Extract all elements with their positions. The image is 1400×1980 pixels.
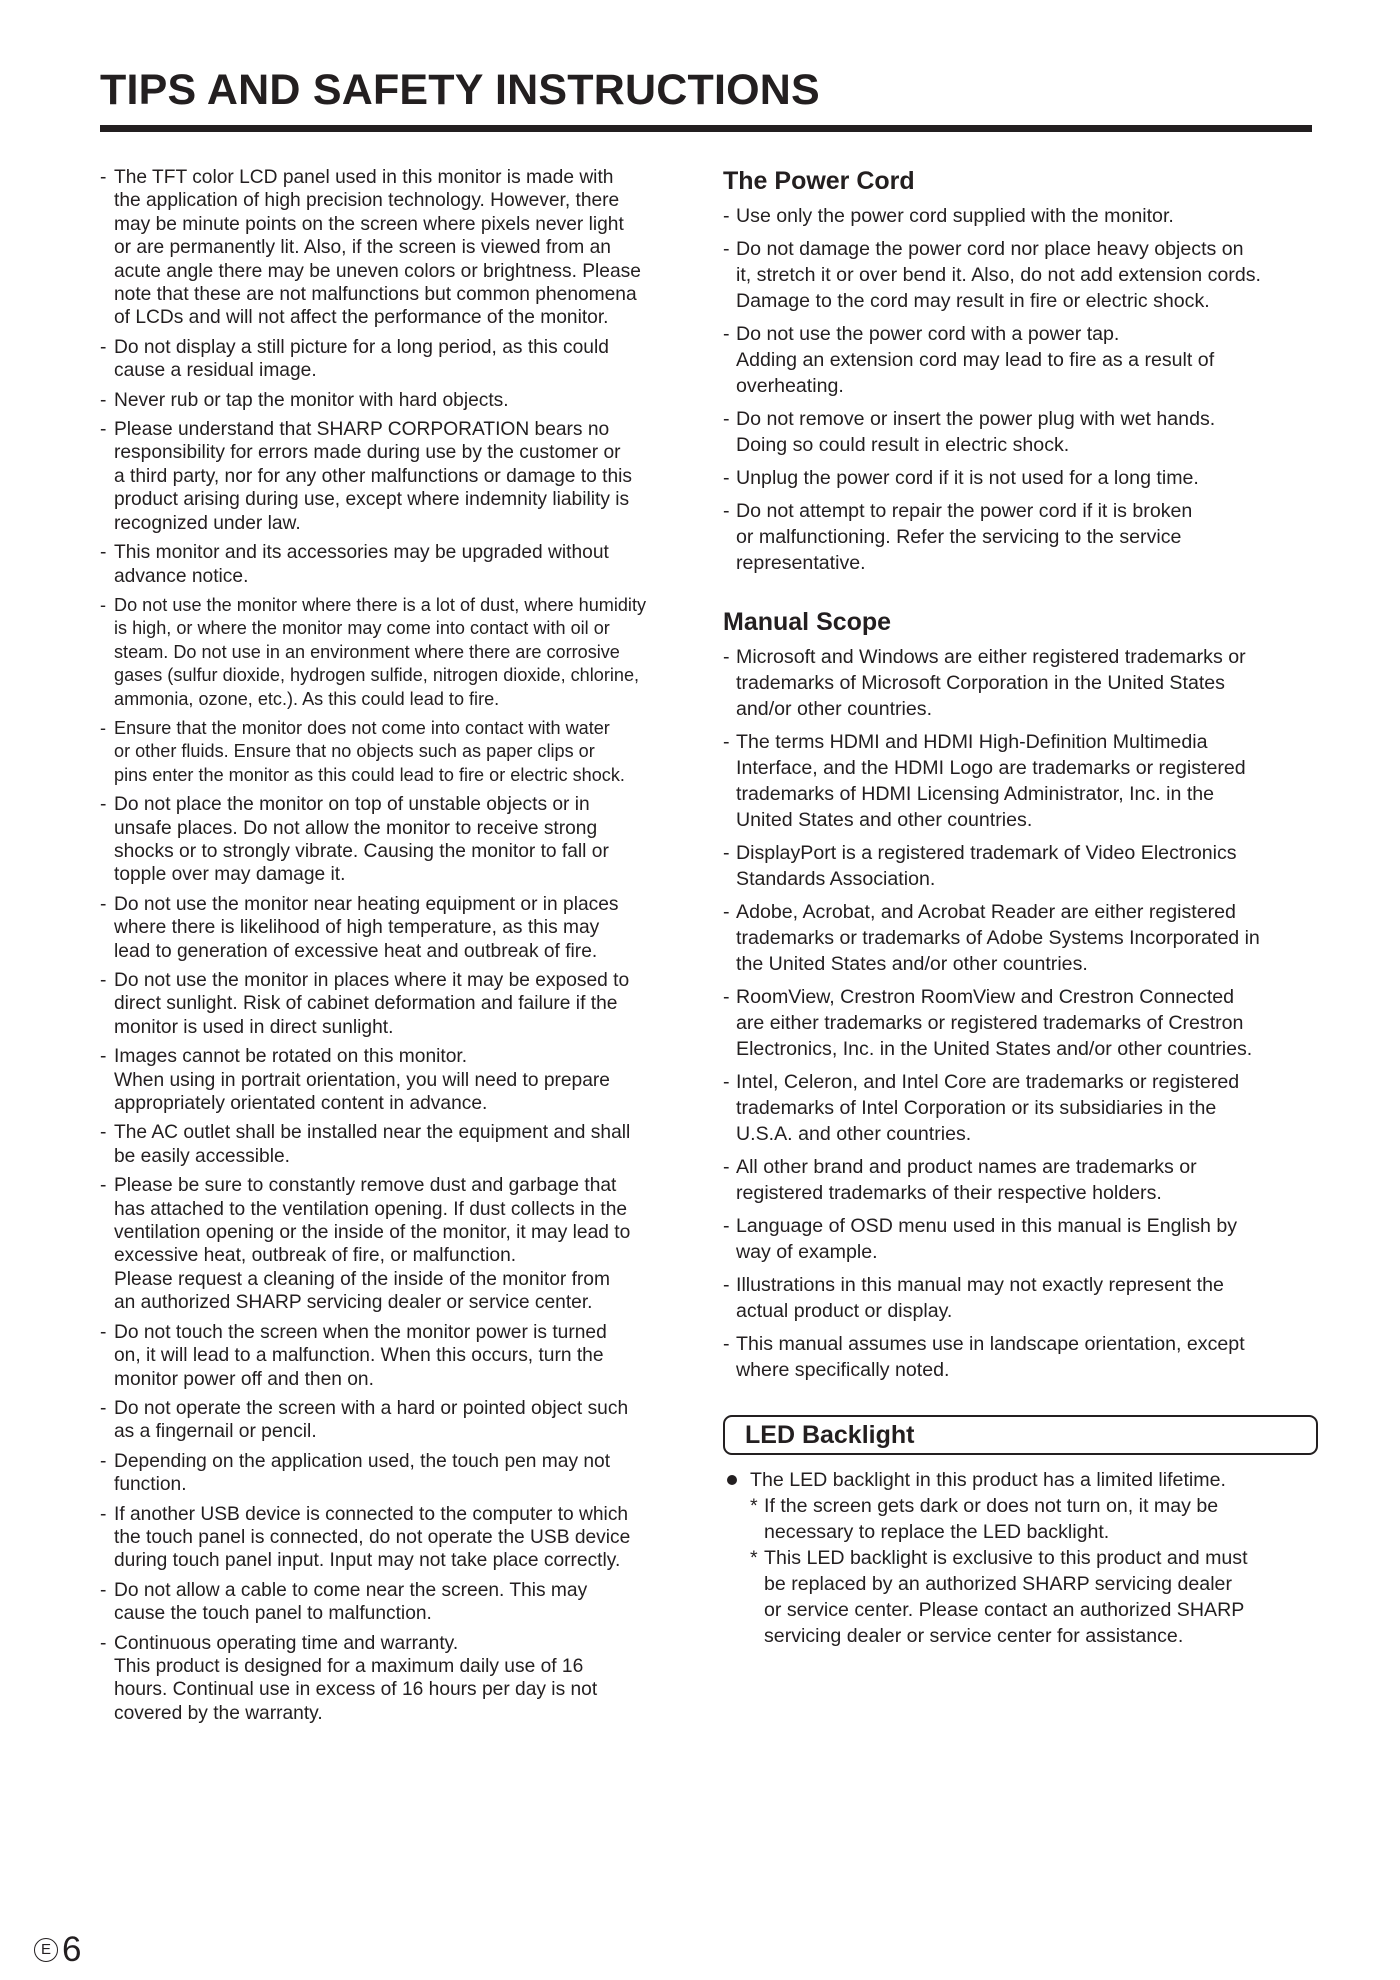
- item-line: responsibility for errors made during use by the customer or: [114, 442, 621, 464]
- item-line: the United States and/or other countries.: [736, 953, 1088, 975]
- item-line: Do not allow a cable to come near the screen. This may: [114, 1579, 588, 1601]
- list-item: [100, 1121, 700, 1168]
- item-line: Use only the power cord supplied with the monitor.: [736, 205, 1174, 227]
- item-line: monitor is used in direct sunlight.: [114, 1016, 394, 1038]
- item-line: United States and other countries.: [736, 809, 1033, 831]
- item-line: Adding an extension cord may lead to fire as a result of: [736, 349, 1215, 371]
- list-item: [723, 321, 1318, 399]
- item-line: RoomView, Crestron RoomView and Crestron Connected: [736, 986, 1235, 1008]
- list-item: [100, 418, 700, 535]
- list-item: [100, 969, 700, 1039]
- item-line: function.: [114, 1474, 187, 1496]
- led-bullet-item: [723, 1467, 1318, 1493]
- list-item: [723, 1154, 1318, 1206]
- list-item: [723, 899, 1318, 977]
- item-line: as a fingernail or pencil.: [114, 1421, 317, 1443]
- safety-tips-list: [100, 166, 700, 1725]
- item-line: monitor power off and then on.: [114, 1368, 374, 1390]
- item-line: Do not remove or insert the power plug with wet hands.: [736, 408, 1216, 430]
- item-line: has attached to the ventilation opening. If dust collects in the: [114, 1198, 628, 1220]
- item-line: Do not damage the power cord nor place heavy objects on: [736, 238, 1244, 260]
- list-item: [100, 1503, 700, 1573]
- led-bullet-text: The LED backlight in this product has a limited lifetime.: [750, 1469, 1226, 1491]
- item-line: trademarks of HDMI Licensing Administrator, Inc. in the: [736, 783, 1215, 805]
- list-item: [723, 1213, 1318, 1265]
- item-line: Adobe, Acrobat, and Acrobat Reader are either registered: [736, 901, 1236, 923]
- item-line: This product is designed for a maximum daily use of 16: [114, 1655, 584, 1677]
- item-line: Please understand that SHARP CORPORATION bears no: [114, 419, 610, 441]
- list-item: [100, 166, 700, 330]
- item-line: during touch panel input. Input may not take place correctly.: [114, 1550, 621, 1572]
- page-footer: [34, 1932, 81, 1967]
- item-line: of LCDs and will not affect the performance of the monitor.: [114, 307, 609, 329]
- manual-scope-list: [723, 644, 1318, 1383]
- led-backlight-body: [723, 1467, 1318, 1649]
- item-line: Standards Association.: [736, 868, 936, 890]
- item-line: DisplayPort is a registered trademark of Video Electronics: [736, 842, 1237, 864]
- led-backlight-heading: LED Backlight: [745, 1420, 915, 1449]
- item-line: overheating.: [736, 375, 844, 397]
- manual-scope-heading: Manual Scope: [723, 608, 892, 636]
- list-item: [723, 203, 1318, 229]
- item-line: it, stretch it or over bend it. Also, do not add extension cords.: [736, 264, 1261, 286]
- list-item: [100, 1632, 700, 1726]
- list-item: [100, 793, 700, 887]
- list-item: [723, 1069, 1318, 1147]
- list-item: [100, 1045, 700, 1115]
- item-line: This manual assumes use in landscape orientation, except: [736, 1333, 1245, 1355]
- item-line: Never rub or tap the monitor with hard objects.: [114, 389, 509, 411]
- item-line: Do not attempt to repair the power cord if it is broken: [736, 500, 1193, 522]
- note-line: necessary to replace the LED backlight.: [764, 1521, 1110, 1543]
- item-line: Please be sure to constantly remove dust and garbage that: [114, 1175, 617, 1197]
- item-line: Language of OSD menu used in this manual is English by: [736, 1215, 1238, 1237]
- item-line: ammonia, ozone, etc.). As this could lead to fire.: [114, 688, 500, 709]
- power-cord-list: [723, 203, 1318, 576]
- item-line: covered by the warranty.: [114, 1702, 323, 1724]
- title-rule: [100, 125, 1312, 132]
- item-line: trademarks of Microsoft Corporation in the United States: [736, 672, 1225, 694]
- list-item: [100, 1579, 700, 1626]
- item-line: is high, or where the monitor may come into contact with oil or: [114, 618, 610, 639]
- list-item: [100, 1321, 700, 1391]
- item-line: be easily accessible.: [114, 1145, 290, 1167]
- item-line: registered trademarks of their respective holders.: [736, 1182, 1162, 1204]
- item-line: Do not operate the screen with a hard or pointed object such: [114, 1397, 629, 1419]
- item-line: may be minute points on the screen where pixels never light: [114, 213, 624, 235]
- item-line: cause the touch panel to malfunction.: [114, 1603, 432, 1625]
- led-backlight-heading-box: [723, 1415, 1318, 1455]
- item-line: where specifically noted.: [736, 1359, 950, 1381]
- list-item: [723, 465, 1318, 491]
- item-line: hours. Continual use in excess of 16 hours per day is not: [114, 1679, 598, 1701]
- led-note: [723, 1545, 1318, 1649]
- list-item: [723, 236, 1318, 314]
- item-line: When using in portrait orientation, you will need to prepare: [114, 1069, 610, 1091]
- item-line: note that these are not malfunctions but common phenomena: [114, 284, 637, 306]
- item-line: U.S.A. and other countries.: [736, 1123, 972, 1145]
- item-line: are either trademarks or registered trademarks of Crestron: [736, 1012, 1244, 1034]
- list-item: [100, 717, 700, 787]
- item-line: ventilation opening or the inside of the monitor, it may lead to: [114, 1222, 631, 1244]
- item-line: pins enter the monitor as this could lead to fire or electric shock.: [114, 764, 625, 785]
- right-column: [723, 166, 1318, 1649]
- power-cord-heading: The Power Cord: [723, 167, 915, 195]
- item-line: recognized under law.: [114, 512, 301, 534]
- list-item: [723, 840, 1318, 892]
- item-line: Do not touch the screen when the monitor power is turned: [114, 1321, 607, 1343]
- list-item: [723, 1272, 1318, 1324]
- item-line: Intel, Celeron, and Intel Core are trademarks or registered: [736, 1071, 1240, 1093]
- led-note: [723, 1493, 1318, 1545]
- item-line: trademarks or trademarks of Adobe Systems Incorporated in: [736, 927, 1260, 949]
- list-item: [100, 541, 700, 588]
- item-line: where there is likelihood of high temperature, as this may: [114, 917, 600, 939]
- item-line: Illustrations in this manual may not exactly represent the: [736, 1274, 1224, 1296]
- page-title: TIPS AND SAFETY INSTRUCTIONS: [100, 66, 820, 114]
- item-line: acute angle there may be uneven colors or brightness. Please: [114, 260, 641, 282]
- list-item: [100, 389, 700, 412]
- item-line: Please request a cleaning of the inside of the monitor from: [114, 1268, 610, 1290]
- list-item: [100, 1174, 700, 1314]
- item-line: unsafe places. Do not allow the monitor to receive strong: [114, 817, 598, 839]
- list-item: [723, 498, 1318, 576]
- item-line: appropriately orientated content in advance.: [114, 1093, 488, 1115]
- item-line: Doing so could result in electric shock.: [736, 434, 1070, 456]
- item-line: Do not display a still picture for a long period, as this could: [114, 336, 609, 358]
- item-line: lead to generation of excessive heat and outbreak of fire.: [114, 940, 598, 962]
- item-line: a third party, nor for any other malfunctions or damage to this: [114, 465, 632, 487]
- item-line: Damage to the cord may result in fire or electric shock.: [736, 290, 1210, 312]
- item-line: and/or other countries.: [736, 698, 933, 720]
- list-item: [723, 406, 1318, 458]
- item-line: representative.: [736, 552, 866, 574]
- language-mark-icon: E: [34, 1938, 58, 1962]
- note-line: This LED backlight is exclusive to this product and must: [764, 1547, 1248, 1569]
- item-line: advance notice.: [114, 565, 249, 587]
- item-line: Do not use the monitor near heating equipment or in places: [114, 893, 619, 915]
- item-line: or other fluids. Ensure that no objects such as paper clips or: [114, 741, 595, 762]
- item-line: The terms HDMI and HDMI High-Definition Multimedia: [736, 731, 1208, 753]
- item-line: Do not use the monitor where there is a lot of dust, where humidity: [114, 594, 647, 615]
- item-line: If another USB device is connected to the computer to which: [114, 1503, 629, 1525]
- item-line: steam. Do not use in an environment where there are corrosive: [114, 641, 620, 662]
- item-line: the application of high precision technology. However, there: [114, 190, 620, 212]
- item-line: trademarks of Intel Corporation or its subsidiaries in the: [736, 1097, 1217, 1119]
- item-line: topple over may damage it.: [114, 864, 346, 886]
- item-line: direct sunlight. Risk of cabinet deformation and failure if the: [114, 993, 618, 1015]
- item-line: Do not place the monitor on top of unstable objects or in: [114, 794, 590, 816]
- list-item: [723, 1331, 1318, 1383]
- item-line: gases (sulfur dioxide, hydrogen sulfide, nitrogen dioxide, chlorine,: [114, 665, 640, 686]
- safety-tips-column: [100, 166, 700, 1731]
- item-line: way of example.: [736, 1241, 878, 1263]
- item-line: or malfunctioning. Refer the servicing to the service: [736, 526, 1182, 548]
- list-item: [100, 594, 700, 711]
- note-line: If the screen gets dark or does not turn on, it may be: [764, 1495, 1219, 1517]
- bullet-dot-icon: [727, 1475, 737, 1485]
- item-line: excessive heat, outbreak of fire, or malfunction.: [114, 1245, 517, 1267]
- item-line: or are permanently lit. Also, if the screen is viewed from an: [114, 237, 611, 259]
- note-line: servicing dealer or service center for assistance.: [764, 1625, 1184, 1647]
- led-notes: [723, 1493, 1318, 1649]
- item-line: Continuous operating time and warranty.: [114, 1632, 459, 1654]
- item-line: Ensure that the monitor does not come into contact with water: [114, 717, 610, 738]
- item-line: Electronics, Inc. in the United States and/or other countries.: [736, 1038, 1253, 1060]
- item-line: Images cannot be rotated on this monitor.: [114, 1046, 468, 1068]
- item-line: Depending on the application used, the touch pen may not: [114, 1450, 611, 1472]
- page-number: 6: [62, 1930, 82, 1969]
- item-line: an authorized SHARP servicing dealer or service center.: [114, 1292, 593, 1314]
- item-line: Interface, and the HDMI Logo are trademarks or registered: [736, 757, 1246, 779]
- list-item: [723, 984, 1318, 1062]
- item-line: Microsoft and Windows are either registered trademarks or: [736, 646, 1246, 668]
- list-item: [723, 729, 1318, 833]
- item-line: shocks or to strongly vibrate. Causing the monitor to fall or: [114, 840, 609, 862]
- asterisk-marker: *: [750, 1495, 758, 1517]
- item-line: Unplug the power cord if it is not used for a long time.: [736, 467, 1199, 489]
- item-line: cause a residual image.: [114, 360, 317, 382]
- note-line: be replaced by an authorized SHARP servicing dealer: [764, 1573, 1232, 1595]
- item-line: All other brand and product names are trademarks or: [736, 1156, 1197, 1178]
- item-line: The AC outlet shall be installed near the equipment and shall: [114, 1122, 631, 1144]
- item-line: on, it will lead to a malfunction. When this occurs, turn the: [114, 1345, 604, 1367]
- list-item: [100, 1397, 700, 1444]
- list-item: [100, 336, 700, 383]
- item-line: The TFT color LCD panel used in this monitor is made with: [114, 167, 614, 188]
- note-line: or service center. Please contact an authorized SHARP: [764, 1599, 1245, 1621]
- item-line: product arising during use, except where indemnity liability is: [114, 489, 630, 511]
- item-line: the touch panel is connected, do not operate the USB device: [114, 1526, 631, 1548]
- item-line: Do not use the monitor in places where it may be exposed to: [114, 970, 630, 991]
- item-line: actual product or display.: [736, 1300, 953, 1322]
- list-item: [723, 644, 1318, 722]
- item-line: Do not use the power cord with a power tap.: [736, 323, 1120, 345]
- list-item: [100, 893, 700, 963]
- item-line: This monitor and its accessories may be upgraded without: [114, 542, 609, 564]
- list-item: [100, 1450, 700, 1497]
- asterisk-marker: *: [750, 1547, 758, 1569]
